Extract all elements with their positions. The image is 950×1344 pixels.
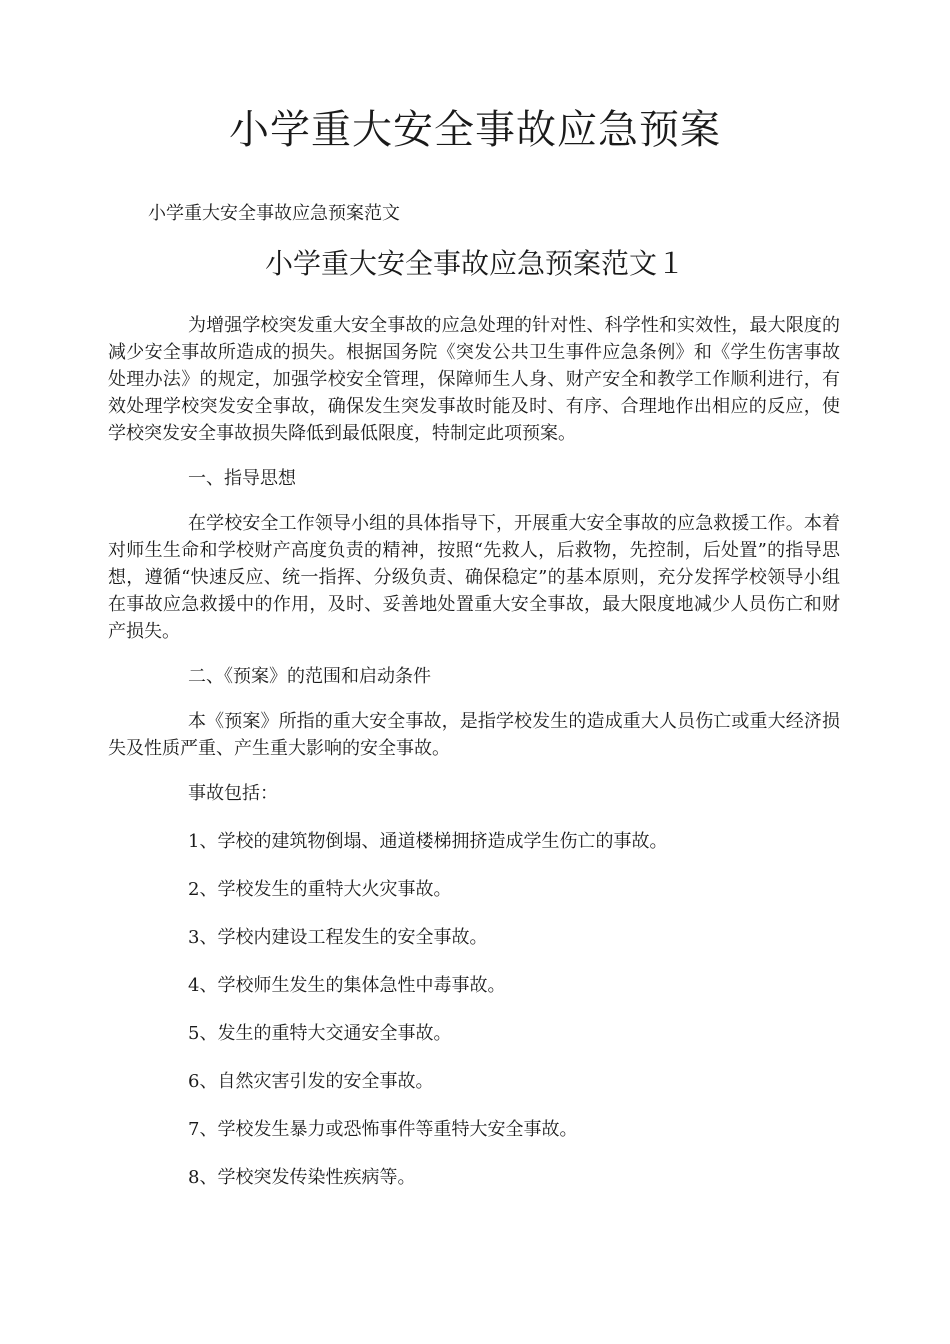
list-item: 4、学校师生发生的集体急性中毒事故。 [188, 975, 506, 996]
intro-paragraph: 为增强学校突发重大安全事故的应急处理的针对性、科学性和实效性，最大限度的减少安全事故所造成的损失。根据国务院《突发公共卫生事件应急条例》和《学生伤害事故处理办法》的规定，加强学校安全管理，保障师生人身、财产安全和教学工作顺利进行，有效处理学校突发安全事故，确保发生突发事故时能及时、有序、合理地作出相应的反应，使学校突发安全事故损失降低到最低限度，特制定此项预案。 [108, 315, 840, 444]
document-subtitle: 小学重大安全事故应急预案范文 [148, 203, 400, 224]
list-item: 6、自然灾害引发的安全事故。 [188, 1071, 434, 1092]
list-item: 2、学校发生的重特大火灾事故。 [188, 879, 452, 900]
heading-guiding-thought: 一、指导思想 [188, 468, 296, 489]
list-item: 3、学校内建设工程发生的安全事故。 [188, 927, 488, 948]
document-body [108, 312, 840, 1191]
document-title: 小学重大安全事故应急预案 [229, 107, 721, 153]
list-item: 5、发生的重特大交通安全事故。 [188, 1023, 452, 1044]
heading-scope: 二、《预案》的范围和启动条件 [188, 666, 431, 687]
scope-paragraph: 本《预案》所指的重大安全事故，是指学校发生的造成重大人员伤亡或重大经济损失及性质严重、产生重大影响的安全事故。 [108, 711, 840, 759]
guiding-thought-paragraph: 在学校安全工作领导小组的具体指导下，开展重大安全事故的应急救援工作。本着对师生生命和学校财产高度负责的精神，按照“先救人，后救物，先控制，后处置”的指导思想，遵循“快速反应、统一指挥、分级负责、确保稳定”的基本原则，充分发挥学校领导小组在事故应急救援中的作用，及时、妥善地处置重大安全事故，最大限度地减少人员伤亡和财产损失。 [108, 513, 840, 642]
list-item: 7、学校发生暴力或恐怖事件等重特大安全事故。 [188, 1119, 578, 1140]
list-intro: 事故包括： [188, 783, 278, 804]
list-item: 8、学校突发传染性疾病等。 [188, 1167, 416, 1188]
section-title: 小学重大安全事故应急预案范文１ [264, 247, 685, 280]
list-item: 1、学校的建筑物倒塌、通道楼梯拥挤造成学生伤亡的事故。 [188, 831, 668, 852]
